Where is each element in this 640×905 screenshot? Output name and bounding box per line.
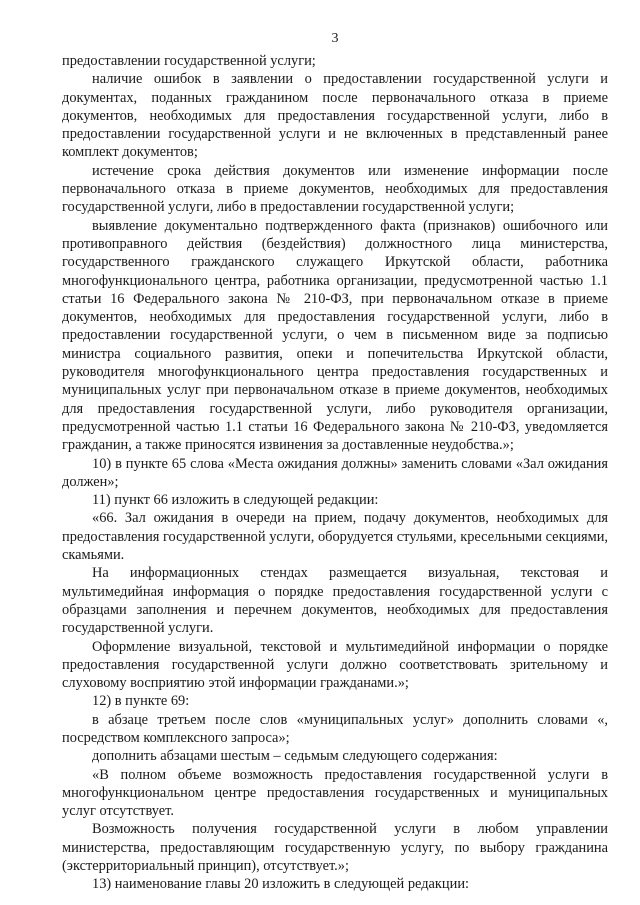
paragraph: наличие ошибок в заявлении о предоставлении государственной услуги и документах, поданных гражданином после первоначального отказа в приеме документов, необходимых для предоставления государственной услуги, либо в предоставлении государственной услуги и не включенных в представленный ранее комплект документов;	[62, 71, 608, 161]
paragraph: Оформление визуальной, текстовой и мультимедийной информации о порядке предоставления государственной услуги должно соответствовать зрительному и слуховому восприятию этой информации гражданами.»;	[62, 638, 608, 692]
paragraph: дополнить абзацами шестым – седьмым следующего содержания:	[92, 748, 498, 765]
page-number: 3	[331, 31, 339, 46]
paragraph: истечение срока действия документов или изменение информации после первоначального отказа в приеме документов, необходимых для предоставления государственной услуги, либо в предоставлении государственной услуги;	[62, 162, 608, 216]
paragraph: На информационных стендах размещается визуальная, текстовая и мультимедийная информация о порядке предоставления государственной услуги с образцами заполнения и перечнем документов, необходимых для предоставления государственной услуги.	[62, 565, 608, 637]
paragraph: «66. Зал ожидания в очереди на прием, подачу документов, необходимых для предоставления государственной услуги, оборудуется стульями, кресельными секциями, скамьями.	[62, 510, 608, 564]
paragraph: 10) в пункте 65 слова «Места ожидания должны» заменить словами «Зал ожидания должен»;	[62, 455, 608, 490]
paragraph: предоставлении государственной услуги;	[62, 53, 316, 69]
paragraph: Возможность получения государственной услуги в любом управлении министерства, предоставляющим государственную услугу, по выбору гражданина (экстерриториальный принцип), отсутствует.»;	[62, 821, 608, 875]
paragraph: в абзаце третьем после слов «муниципальных услуг» дополнить словами «, посредством комплексного запроса»;	[62, 711, 608, 746]
paragraph: 11) пункт 66 изложить в следующей редакции:	[92, 492, 379, 509]
paragraph: «В полном объеме возможность предоставления государственной услуги в многофункциональном центре предоставления государственных и муниципальных услуг отсутствует.	[62, 766, 608, 820]
paragraph: 13) наименование главы 20 изложить в следующей редакции:	[92, 876, 470, 893]
paragraph: 12) в пункте 69:	[92, 693, 190, 710]
paragraph: выявление документально подтвержденного факта (признаков) ошибочного или противоправного действия (бездействия) должностного лица министерства, государственного гражданского служащего Иркутской области, работника многофункционального центра, работника организации, предусмотренной частью 1.1 статьи 16 Федерального закона № 210-ФЗ, при первоначальном отказе в приеме документов, необходимых для предоставления государственной услуги, либо в предоставлении государственной услуги, о чем в письменном виде за подписью министра социального развития, опеки и попечительства Иркутской области, руководителя многофункционального центра предоставления государственных и муниципальных услуг при первоначальном отказе в приеме документов, необходимых для предоставления государственной услуги, либо руководителя организации, предусмотренной частью 1.1 статьи 16 Федерального закона № 210-ФЗ, уведомляется гражданин, а также приносятся извинения за доставленные неудобства.»;	[62, 217, 608, 454]
